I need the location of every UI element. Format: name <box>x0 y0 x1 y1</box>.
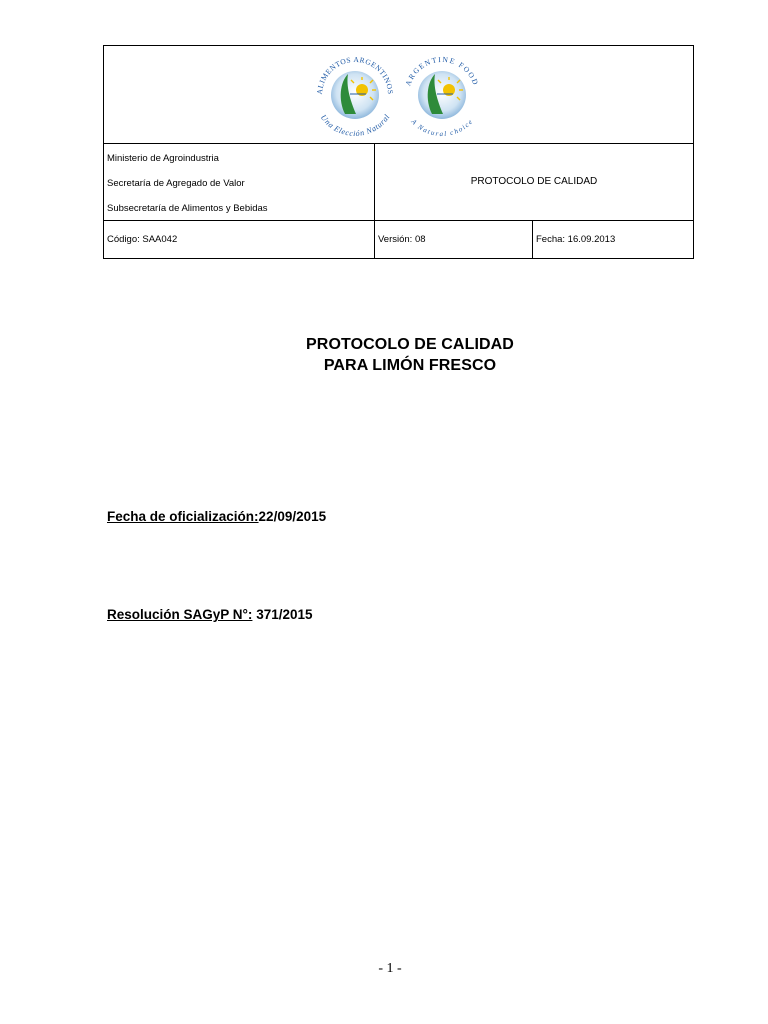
organization-cell <box>104 143 375 220</box>
version-cell <box>375 220 533 258</box>
document-title-line-2: PARA LIMÓN FRESCO <box>323 357 497 374</box>
svg-text:ARGENTINE FOOD: ARGENTINE FOOD <box>403 54 481 88</box>
org-line-subsecretaria: Subsecretaría de Alimentos y Bebidas <box>107 203 268 214</box>
oficializacion-value: 22/09/2015 <box>258 509 327 524</box>
page-number: - 1 - <box>378 961 402 976</box>
svg-text:A Natural choice: A Natural choice <box>409 117 475 138</box>
org-line-ministerio: Ministerio de Agroindustria <box>107 153 219 164</box>
document-type-cell <box>375 143 693 220</box>
document-header-table <box>103 45 694 259</box>
logo-argentine-food <box>403 55 480 138</box>
organization-row <box>104 143 693 221</box>
fecha-cell <box>533 220 693 258</box>
resolucion-value: 371/2015 <box>252 607 313 622</box>
document-code: Código: SAA042 <box>107 233 178 245</box>
document-type: PROTOCOLO DE CALIDAD <box>470 176 598 187</box>
logos <box>310 52 490 138</box>
document-version: Versión: 08 <box>378 233 426 245</box>
document-date: Fecha: 16.09.2013 <box>536 233 616 245</box>
document-title-line-1: PROTOCOLO DE CALIDAD <box>306 336 514 353</box>
org-line-secretaria: Secretaría de Agregado de Valor <box>107 178 245 189</box>
logo-row <box>104 46 693 144</box>
svg-text:ALIMENTOS ARGENTINOS: ALIMENTOS ARGENTINOS <box>314 54 396 95</box>
logo-alimentos-argentinos <box>315 55 395 138</box>
document-meta-row <box>104 220 693 258</box>
resolucion-label: Resolución SAGyP N°: <box>107 607 253 622</box>
argentine-food-logos <box>310 52 490 138</box>
svg-text:Una Elección Natural: Una Elección Natural <box>318 112 392 138</box>
resolucion-field <box>107 607 313 622</box>
codigo-cell <box>104 220 375 258</box>
oficializacion-label: Fecha de oficialización: <box>107 509 259 524</box>
oficializacion-field <box>107 509 326 524</box>
